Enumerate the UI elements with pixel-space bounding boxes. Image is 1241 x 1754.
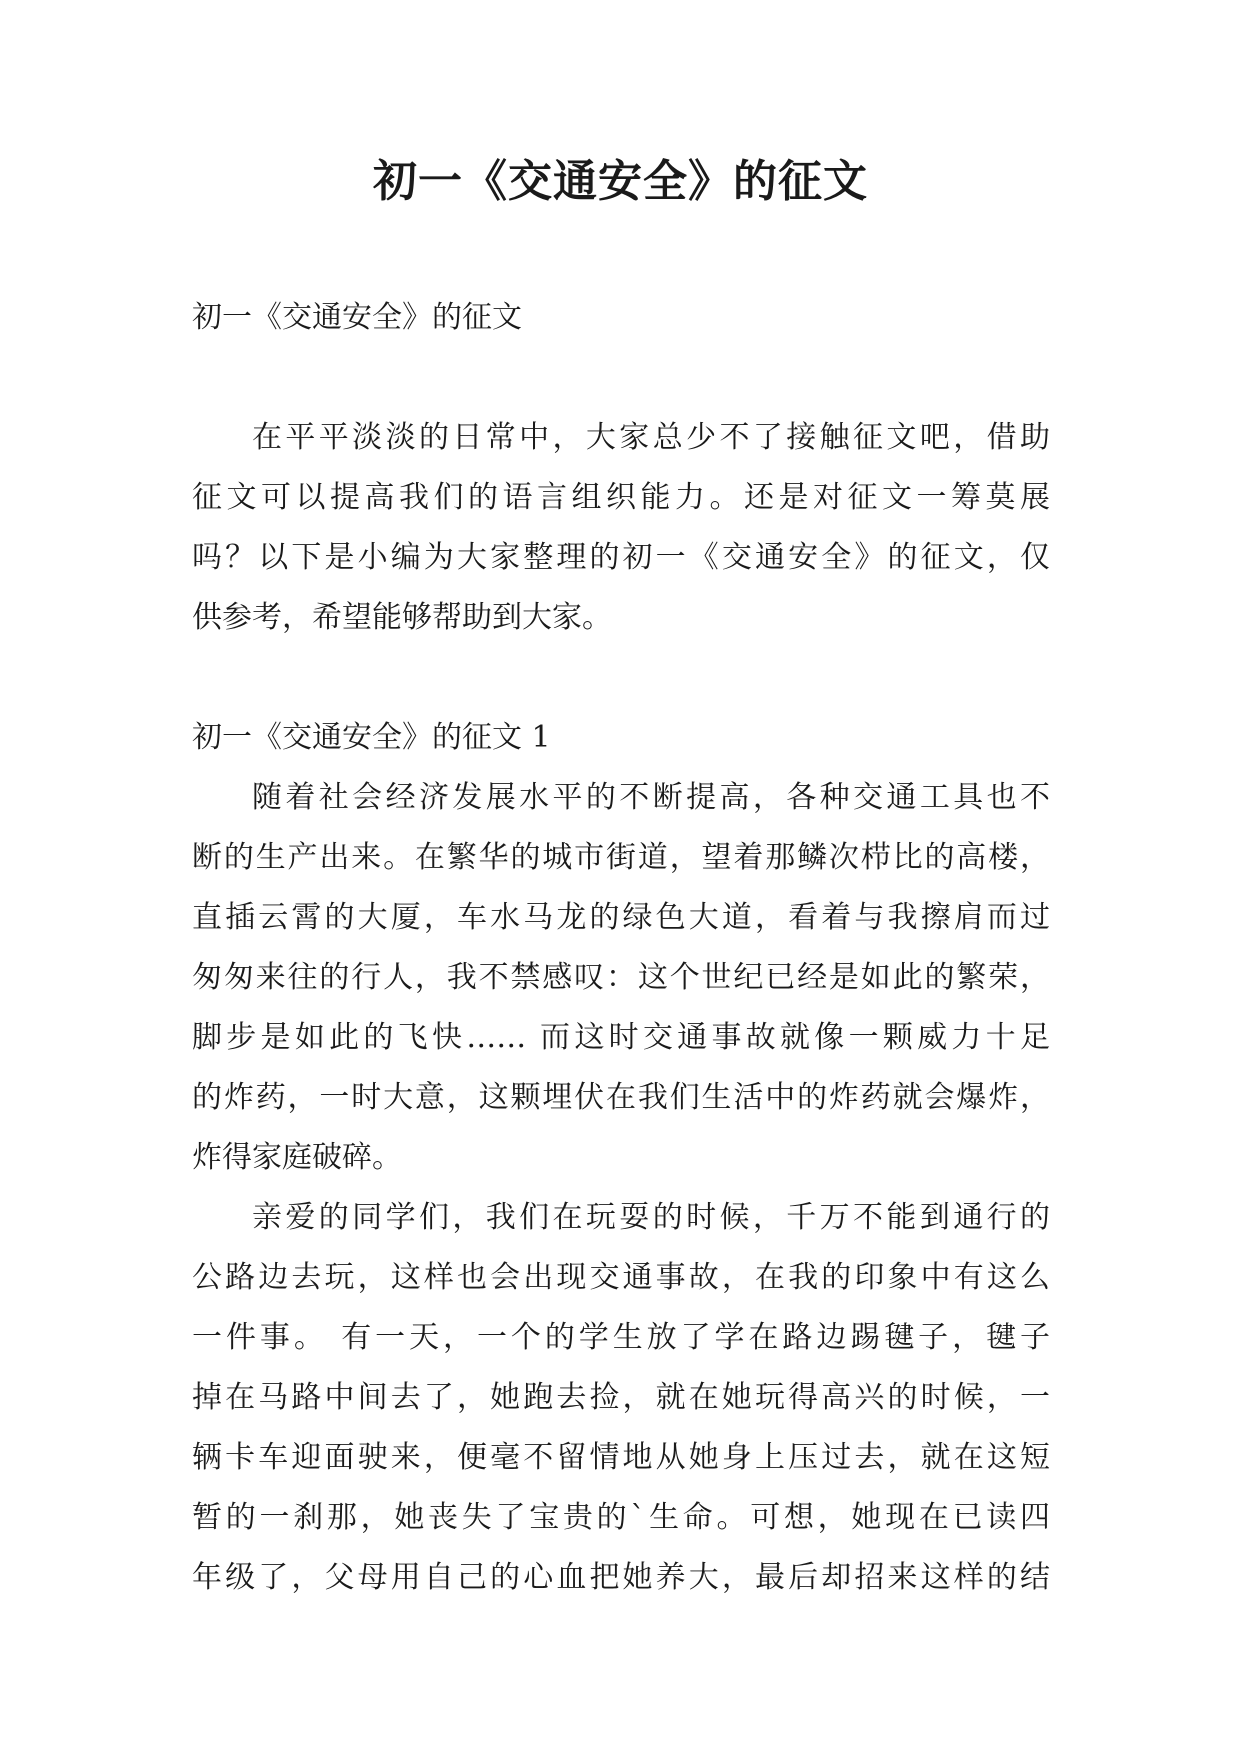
paragraph-line: 脚步是如此的飞快…… 而这时交通事故就像一颗威力十足 bbox=[192, 1020, 1050, 1055]
spacer bbox=[192, 348, 1050, 408]
intro-line: 在平平淡淡的日常中，大家总少不了接触征文吧，借助 bbox=[252, 420, 1050, 455]
intro-paragraph bbox=[192, 408, 1050, 648]
section-heading: 初一《交通安全》的征文 1 bbox=[192, 720, 551, 755]
intro-line: 征文可以提高我们的语言组织能力。还是对征文一筹莫展 bbox=[192, 480, 1050, 515]
intro-line: 供参考，希望能够帮助到大家。 bbox=[192, 600, 612, 635]
paragraph-line: 辆卡车迎面驶来，便毫不留情地从她身上压过去，就在这短 bbox=[192, 1440, 1050, 1475]
paragraph-line: 直插云霄的大厦，车水马龙的绿色大道，看着与我擦肩而过 bbox=[192, 900, 1050, 935]
paragraph-line: 暂的一刹那，她丧失了宝贵的`生命。可想，她现在已读四 bbox=[192, 1500, 1050, 1535]
paragraph-line: 年级了，父母用自己的心血把她养大，最后却招来这样的结 bbox=[192, 1560, 1050, 1595]
paragraph-1 bbox=[192, 768, 1050, 1188]
paragraph-line: 断的生产出来。在繁华的城市街道，望着那鳞次栉比的高楼， bbox=[192, 840, 1050, 875]
paragraph-line: 的炸药，一时大意，这颗埋伏在我们生活中的炸药就会爆炸， bbox=[192, 1080, 1050, 1115]
spacer bbox=[192, 648, 1050, 708]
paragraph-line: 炸得家庭破碎。 bbox=[192, 1140, 402, 1175]
paragraph-2 bbox=[192, 1188, 1050, 1608]
paragraph-line: 亲爱的同学们，我们在玩耍的时候，千万不能到通行的 bbox=[252, 1200, 1050, 1235]
document-title: 初一《交通安全》的征文 bbox=[373, 156, 868, 207]
paragraph-line: 随着社会经济发展水平的不断提高，各种交通工具也不 bbox=[252, 780, 1050, 815]
paragraph-line: 公路边去玩，这样也会出现交通事故，在我的印象中有这么 bbox=[192, 1260, 1050, 1295]
paragraph-line: 匆匆来往的行人，我不禁感叹：这个世纪已经是如此的繁荣， bbox=[192, 960, 1050, 995]
document-body bbox=[192, 288, 1050, 1608]
paragraph-line: 掉在马路中间去了，她跑去捡，就在她玩得高兴的时候，一 bbox=[192, 1380, 1050, 1415]
paragraph-line: 一件事。 有一天，一个的学生放了学在路边踢毽子，毽子 bbox=[192, 1320, 1050, 1355]
intro-line: 吗？以下是小编为大家整理的初一《交通安全》的征文，仅 bbox=[192, 540, 1050, 575]
document-subtitle: 初一《交通安全》的征文 bbox=[192, 300, 522, 335]
